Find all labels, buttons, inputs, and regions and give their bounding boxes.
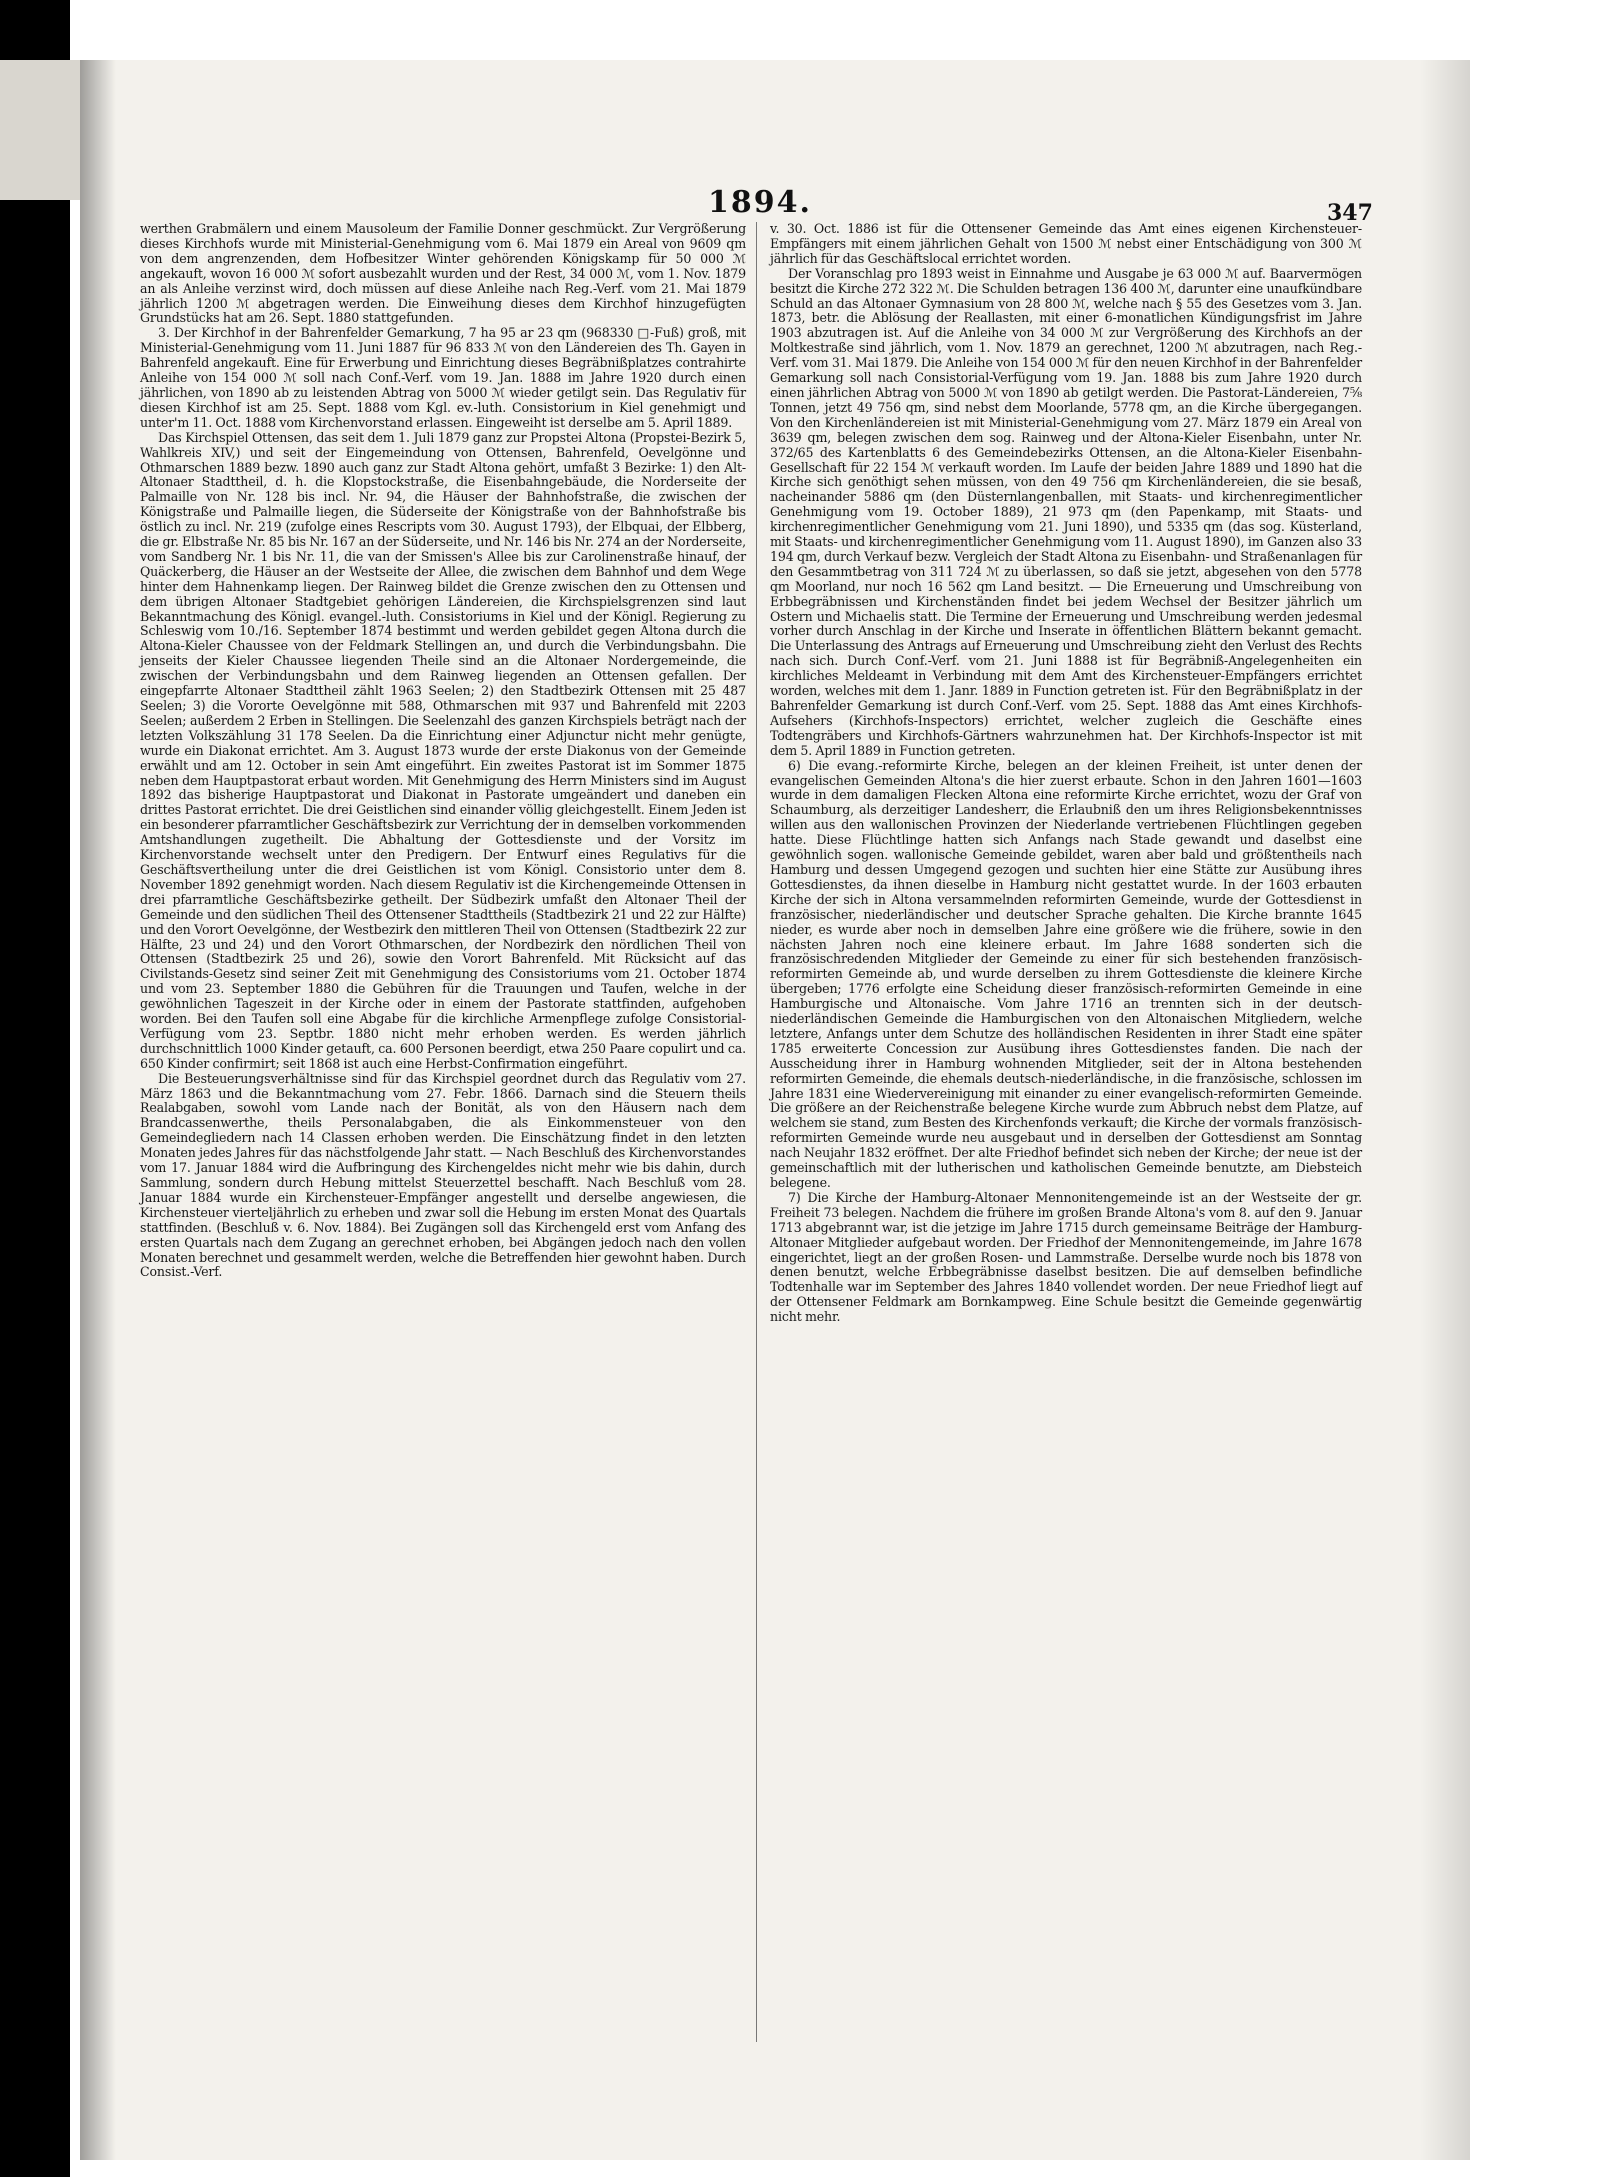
column-divider <box>756 222 757 2042</box>
previous-page-edge <box>0 60 81 200</box>
gutter-shadow <box>80 60 116 2160</box>
paragraph: 6) Die evang.-reformirte Kirche, belegen an der kleinen Freiheit, ist unter denen der evangelischen Gemeinden Altona's die hier zuerst erbaute. Schon in den Jahren 1601—1603 wurde in dem damaligen Flecken Altona eine reformirte Kirche errichtet, wozu der Graf von Schaumburg, als derzeitiger Landesherr, die Erlaubniß den um ihres Religionsbekenntnisses willen aus den wallonischen Provinzen der Niederlande vertriebenen Flüchtlingen gegeben hatte. Diese Flüchtlinge hatten sich Anfangs nach Stade gewandt und daselbst eine gewöhnlich sogen. wallonische Gemeinde gebildet, waren aber bald und größtentheils nach Hamburg und dessen Umgegend gezogen und suchten hier eine Stätte zur Ausübung ihres Gottesdienstes, da ihnen dieselbe in Hamburg nicht gestattet wurde. In der 1603 erbauten Kirche der sich in Altona versammelnden reformirten Gemeinde, wurde der Gottesdienst in französischer, niederländischer und deutscher Sprache gehalten. Die Kirche brannte 1645 nieder, es wurde aber noch in demselben Jahre eine größere wie die frühere, sowie in den nächsten Jahren noch eine kleinere erbaut. Im Jahre 1688 sonderten sich die französischredenden Mitglieder der Gemeinde zu einer für sich bestehenden französisch-reformirten Gemeinde ab, und wurde derselben zu ihrem Gottesdienste die kleinere Kirche übergeben; 1776 erfolgte eine Scheidung dieser französisch-reformirten Gemeinde in eine Hamburgische und Altonaische. Vom Jahre 1716 an trennten sich in der deutsch-niederländischen Gemeinde die Hamburgischen von den Altonaischen Mitgliedern, welche letztere, Anfangs unter dem Schutze des holländischen Residenten in ihrer Stadt eine später 1785 erweiterte Concession zur Ausübung ihres Gottesdienstes fanden. Die nach der Ausscheidung ihrer in Hamburg wohnenden Mitglieder, seit der in Altona bestehenden reformirten Gemeinde, die ehemals deutsch-niederländische, in die französische, schlossen im Jahre 1831 eine Wiedervereinigung mit einander zu einer evangelisch-reformirten Gemeinde. Die größere an der Reichenstraße belegene Kirche wurde zum Abbruch nebst dem Platze, auf welchem sie stand, zum Besten des Kirchenfonds verkauft; die Kirche der vormals französisch-reformirten Gemeinde wurde neu ausgebaut und in derselben der Gottesdienst am Sonntag nach Neujahr 1832 eröffnet. Der alte Friedhof befindet sich neben der Kirche; der neue ist der gemeinschaftlich mit der lutherischen und katholischen Gemeinde benutzte, am Diebsteich belegene. <box>770 757 1362 1190</box>
paragraph: 7) Die Kirche der Hamburg-Altonaer Mennonitengemeinde ist an der Westseite der gr. Freiheit 73 belegen. Nachdem die frühere im großen Brande Altona's vom 8. auf den 9. Januar 1713 abgebrannt war, ist die jetzige im Jahre 1715 durch gemeinsame Beiträge der Hamburg-Altonaer Mitglieder aufgebaut worden. Der Friedhof der Mennonitengemeinde, im Jahre 1678 eingerichtet, liegt an der großen Rosen- und Lammstraße. Derselbe wurde noch bis 1878 von denen benutzt, welche Erbbegräbnisse daselbst besitzen. Die auf demselben befindliche Todtenhalle war im September des Jahres 1840 vollendet worden. Der neue Friedhof liegt auf der Ottensener Feldmark am Bornkampweg. Eine Schule besitzt die Gemeinde gegenwärtig nicht mehr. <box>770 1189 1362 1325</box>
running-head-year: 1894. <box>708 185 812 220</box>
paragraph: Die Besteuerungsverhältnisse sind für das Kirchspiel geordnet durch das Regulativ vom 27. März 1863 und die Bekanntmachung vom 27. Febr. 1866. Darnach sind die Steuern theils Realabgaben, sowohl vom Lande nach der Bonität, als von den Häusern nach dem Brandcassenwerthe, theils Personalabgaben, die als Einkommensteuer von den Gemeindegliedern nach 14 Classen erhoben werden. Die Einschätzung findet in den letzten Monaten jedes Jahres für das nächstfolgende Jahr statt. — Nach Beschluß des Kirchenvorstandes vom 17. Januar 1884 wird die Aufbringung des Kirchengeldes nicht mehr wie bis dahin, durch Sammlung, sondern durch Hebung mittelst Steuerzettel beschafft. Nach Beschluß vom 28. Januar 1884 wurde ein Kirchensteuer-Empfänger angestellt und derselbe angewiesen, die Kirchensteuer vierteljährlich zu erheben und zwar soll die Hebung im ersten Monat des Quartals stattfinden. (Beschluß v. 6. Nov. 1884). Bei Zugängen soll das Kirchengeld erst vom Anfang des ersten Quartals nach dem Zugang an gerechnet erhoben, bei Abgängen jedoch nach den vollen Monaten berechnet und gesammelt werden, welche die Betreffenden hier gewohnt haben. Durch Consist.-Verf. <box>140 1070 746 1280</box>
left-column <box>140 222 746 2022</box>
right-column <box>770 222 1362 2042</box>
paragraph: v. 30. Oct. 1886 ist für die Ottensener Gemeinde das Amt eines eigenen Kirchensteuer-Empfängers mit einem jährlichen Gehalt von 1500 ℳ nebst einer Entschädigung von 300 ℳ jährlich für das Geschäftslocal errichtet worden. <box>770 221 1362 266</box>
page-edge-shadow <box>1420 60 1470 2160</box>
paragraph: Das Kirchspiel Ottensen, das seit dem 1. Juli 1879 ganz zur Propstei Altona (Propstei-Bezirk 5, Wahlkreis XIV,) und seit der Eingemeindung von Ottensen, Bahrenfeld, Oevelgönne und Othmarschen 1889 bezw. 1890 auch ganz zur Stadt Altona gehört, umfaßt 3 Bezirke: 1) den Alt-Altonaer Stadttheil, d. h. die Klopstockstraße, die Eisenbahngebäude, die Norderseite der Palmaille von Nr. 128 bis incl. Nr. 94, die Häuser der Bahnhofstraße, die zwischen der Königstraße und Palmaille liegen, die Süderseite der Königstraße von der Bahnhofstraße bis östlich zu incl. Nr. 219 (zufolge eines Rescripts vom 30. August 1793), der Elbquai, der Elbberg, die gr. Elbstraße Nr. 85 bis Nr. 167 an der Süderseite, und Nr. 146 bis Nr. 274 an der Norderseite, vom Sandberg Nr. 1 bis Nr. 11, die van der Smissen's Allee bis zur Carolinenstraße hinauf, der Quäckerberg, die Häuser an der Westseite der Allee, die zwischen dem Bahnhof und dem Wege hinter dem Hahnenkamp liegen. Der Rainweg bildet die Grenze zwischen den zu Ottensen und dem übrigen Altonaer Stadtgebiet gehörigen Ländereien, die Kirchspielsgrenzen sind laut Bekanntmachung des Königl. evangel.-luth. Consistoriums in Kiel und der Königl. Regierung zu Schleswig vom 10./16. September 1874 bestimmt und werden gebildet gegen Altona durch die Altona-Kieler Chaussee von der Feldmark Stellingen an, und durch die Verbindungsbahn. Die jenseits der Kieler Chaussee liegenden Theile sind an die Altonaer Nordergemeinde, die zwischen der Verbindungsbahn und dem Rainweg liegenden an Ottensen gefallen. Der eingepfarrte Altonaer Stadttheil zählt 1963 Seelen; 2) den Stadtbezirk Ottensen mit 25 487 Seelen; 3) die Vororte Oevelgönne mit 588, Othmarschen mit 937 und Bahrenfeld mit 2203 Seelen; außerdem 2 Erben in Stellingen. Die Seelenzahl des ganzen Kirchspiels beträgt nach der letzten Volkszählung 31 178 Seelen. Da die Einrichtung einer Adjunctur nicht mehr genügte, wurde ein Diakonat errichtet. Am 3. August 1873 wurde der erste Diakonus von der Gemeinde erwählt und am 12. October in sein Amt eingeführt. Ein zweites Pastorat ist im Sommer 1875 neben dem Hauptpastorat erbaut worden. Mit Genehmigung des Herrn Ministers sind im August 1892 das bisherige Hauptpastorat und Diakonat in Pastorate umgeändert und daneben ein drittes Pastorat errichtet. Die drei Geistlichen sind einander völlig gleichgestellt. Einem Jeden ist ein besonderer pfarramtlicher Geschäftsbezirk zur Verrichtung der in demselben vorkommenden Amtshandlungen zugetheilt. Die Abhaltung der Gottesdienste und der Vorsitz im Kirchenvorstande wechselt unter den Predigern. Der Entwurf eines Regulativs für die Geschäftsvertheilung unter die drei Geistlichen ist vom Königl. Consistorio unter dem 8. November 1892 genehmigt worden. Nach diesem Regulativ ist die Kirchengemeinde Ottensen in drei pfarramtliche Geschäftsbezirke getheilt. Der Südbezirk umfaßt den Altonaer Theil der Gemeinde und den südlichen Theil des Ottensener Stadttheils (Stadtbezirk 21 und 22 zur Hälfte) und den Vorort Oevelgönne, der Westbezirk den mittleren Theil von Ottensen (Stadtbezirk 22 zur Hälfte, 23 und 24) und den Vorort Othmarschen, der Nordbezirk den nördlichen Theil von Ottensen (Stadtbezirk 25 und 26), sowie den Vorort Bahrenfeld. Mit Rücksicht auf das Civilstands-Gesetz sind seiner Zeit mit Genehmigung des Consistoriums vom 21. October 1874 und vom 23. September 1880 die Gebühren für die Trauungen und Taufen, welche in der gewöhnlichen Tageszeit in der Kirche oder in einem der Pastorate stattfinden, aufgehoben worden. Bei den Taufen soll eine Abgabe für die kirchliche Armenpflege zufolge Consistorial-Verfügung vom 23. Septbr. 1880 nicht mehr erhoben werden. Es werden jährlich durchschnittlich 1000 Kinder getauft, ca. 600 Personen beerdigt, etwa 250 Paare copulirt und ca. 650 Kinder confirmirt; seit 1868 ist auch eine Herbst-Confirmation eingeführt. <box>140 429 746 1071</box>
scan-border <box>0 0 70 2177</box>
paragraph: werthen Grabmälern und einem Mausoleum der Familie Donner geschmückt. Zur Vergrößerung dieses Kirchhofs wurde mit Ministerial-Genehmigung vom 6. Mai 1879 ein Areal von 9609 qm von dem angrenzenden, dem Hofbesitzer Winter gehörenden Königskamp für 50 000 ℳ angekauft, wovon 16 000 ℳ sofort ausbezahlt wurden und der Rest, 34 000 ℳ, vom 1. Nov. 1879 an als Anleihe verzinst wird, doch müssen auf diese Anleihe nach Reg.-Verf. vom 21. Mai 1879 jährlich 1200 ℳ abgetragen werden. Die Einweihung dieses dem Kirchhof hinzugefügten Grundstücks hat am 26. Sept. 1880 stattgefunden. <box>140 221 746 326</box>
paragraph: Der Voranschlag pro 1893 weist in Einnahme und Ausgabe je 63 000 ℳ auf. Baarvermögen besitzt die Kirche 272 322 ℳ. Die Schulden betragen 136 400 ℳ, darunter eine unaufkündbare Schuld an das Altonaer Gymnasium von 28 800 ℳ, welche nach § 55 des Gesetzes vom 3. Jan. 1873, betr. die Ablösung der Reallasten, mit einer 6-monatlichen Kündigungsfrist im Jahre 1903 abzutragen ist. Auf die Anleihe von 34 000 ℳ zur Vergrößerung des Kirchhofs an der Moltkestraße sind jährlich, vom 1. Nov. 1879 an gerechnet, 1200 ℳ abzutragen, nach Reg.-Verf. vom 31. Mai 1879. Die Anleihe von 154 000 ℳ für den neuen Kirchhof in der Bahrenfelder Gemarkung soll nach Consistorial-Verfügung vom 19. Jan. 1888 bis zum Jahre 1920 durch einen jährlichen Abtrag von 5000 ℳ von 1890 ab getilgt werden. Die Pastorat-Ländereien, 7⅝ Tonnen, jetzt 49 756 qm, sind nebst dem Moorlande, 5778 qm, an die Kirche übergegangen. Von den Kirchenländereien ist mit Ministerial-Genehmigung vom 27. März 1879 ein Areal von 3639 qm, belegen zwischen dem sog. Rainweg und der Altona-Kieler Eisenbahn, unter Nr. 372/65 des Kartenblatts 6 des Gemeindebezirks Ottensen, an die Altona-Kieler Eisenbahn-Gesellschaft für 22 154 ℳ verkauft worden. Im Laufe der beiden Jahre 1889 und 1890 hat die Kirche sich genöthigt sehen müssen, von den 49 756 qm Kirchenländereien, die sie besaß, nacheinander 5886 qm (den Düsternlangenballen, mit Staats- und kirchenregimentlicher Genehmigung vom 19. October 1889), 21 973 qm (den Papenkamp, mit Staats- und kirchenregimentlicher Genehmigung vom 21. Juni 1890), und 5335 qm (das sog. Küsterland, mit Staats- und kirchenregimentlicher Genehmigung vom 11. August 1890), im Ganzen also 33 194 qm, durch Verkauf bezw. Vergleich der Stadt Altona zu Eisenbahn- und Straßenanlagen für den Gesammtbetrag von 311 724 ℳ zu überlassen, so daß sie jetzt, abgesehen von den 5778 qm Moorland, nur noch 16 562 qm Land besitzt. — Die Erneuerung und Umschreibung von Erbbegräbnissen und Kirchenständen findet bei jedem Wechsel der Besitzer jährlich um Ostern und Michaelis statt. Die Termine der Erneuerung und Umschreibung werden jedesmal vorher durch Anschlag in der Kirche und Inserate in öffentlichen Blättern bekannt gemacht. Die Unterlassung des Antrags auf Erneuerung und Umschreibung zieht den Verlust des Rechts nach sich. Durch Conf.-Verf. vom 21. Juni 1888 ist für Begräbniß-Angelegenheiten ein kirchliches Meldeamt in Verbindung mit dem Amt des Kirchensteuer-Empfängers errichtet worden, welches mit dem 1. Janr. 1889 in Function getreten ist. Für den Begräbnißplatz in der Bahrenfelder Gemarkung ist durch Conf.-Verf. vom 25. Sept. 1888 das Amt eines Kirchhofs-Aufsehers (Kirchhofs-Inspectors) errichtet, welcher zugleich die Geschäfte eines Todtengräbers und Kirchhofs-Gärtners wahrzunehmen hat. Der Kirchhofs-Inspector ist mit dem 5. April 1889 in Function getreten. <box>770 265 1362 758</box>
paragraph: 3. Der Kirchhof in der Bahrenfelder Gemarkung, 7 ha 95 ar 23 qm (968330 □-Fuß) groß, mit Ministerial-Genehmigung vom 11. Juni 1887 für 96 833 ℳ von den Ländereien des Th. Gayen in Bahrenfeld angekauft. Eine für Erwerbung und Einrichtung dieses Begräbnißplatzes contrahirte Anleihe von 154 000 ℳ soll nach Conf.-Verf. vom 19. Jan. 1888 im Jahre 1920 durch einen jährlichen, von 1890 ab zu leistenden Abtrag von 5000 ℳ wieder getilgt sein. Das Regulativ für diesen Kirchhof ist am 25. Sept. 1888 vom Kgl. ev.-luth. Consistorium in Kiel genehmigt und unter'm 11. Oct. 1888 vom Kirchenvorstand erlassen. Eingeweiht ist derselbe am 5. April 1889. <box>140 325 746 430</box>
page-number: 347 <box>1327 200 1373 226</box>
